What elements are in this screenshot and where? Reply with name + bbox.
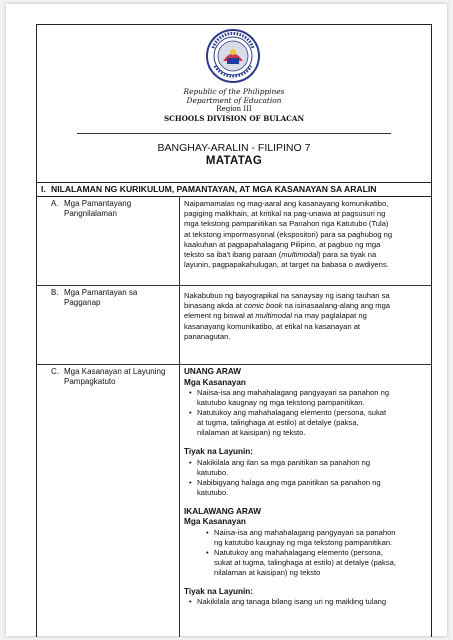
- content-line: binasang akda at comic book na isinasaalang-alang ang mga: [184, 301, 391, 311]
- document-frame: [36, 24, 432, 637]
- section-header: [37, 182, 431, 197]
- row-label-cell: [37, 196, 180, 285]
- region-line: Region III: [216, 105, 252, 113]
- section-number: I.: [41, 184, 46, 194]
- row-label-cell: [37, 364, 180, 637]
- header-divider: [77, 133, 391, 134]
- content-line: pagiging malikhain, at kritikal na pag-unawa at pagsusuri ng: [184, 209, 386, 219]
- document-page: [6, 4, 447, 636]
- list-item: • Naiisa-isa ang mahahalagang pangyayari sa panahon ng katutubo kaugnay ng mga tekstong pampanitikan.: [206, 527, 396, 547]
- row-content: [184, 367, 427, 607]
- content-line: kasanayang komunikatibo, at etikal na kasanayan at: [184, 321, 361, 331]
- list-item: • Nakikilala ang tanaga bilang isang uri ng maikling tulang: [189, 597, 387, 606]
- row-letter: C.: [51, 367, 59, 376]
- layunin-heading: Tiyak na Layunin:: [184, 586, 254, 596]
- row-label-cell: [37, 285, 180, 364]
- kasanayan-heading: Mga Kasanayan: [184, 517, 246, 526]
- list-item: • Natutukoy ang mahahalagang elemento (persona, sukat at tugma, talinghaga at estilo) at detalye (paksa, nilalaman at kaisipan) ng teksto: [206, 547, 396, 577]
- department-line: Department of Education: [186, 96, 282, 105]
- row-label: Mga Pamantayang Pangnilalaman: [64, 199, 132, 218]
- letterhead: [37, 87, 431, 124]
- kasanayan-heading: Mga Kasanayan: [184, 377, 246, 387]
- content-line: Naipamamalas ng mag-aaral ang kasanayang komunikatibo,: [184, 199, 389, 208]
- content-line: kaakuhan at pagpapahalagang Pilipino, at pagbuo ng mga: [184, 239, 381, 249]
- list-item: • Naiisa-isa ang mahahalagang pangyayari sa panahon ng katutubo kaugnay ng mga tekstong pampanitikan.: [189, 388, 390, 407]
- section-title: NILALAMAN NG KURIKULUM, PAMANTAYAN, AT MGA KASANAYAN SA ARALIN: [51, 184, 377, 194]
- row-content: [184, 291, 427, 342]
- content-line: element ng biswal at multimodal na may paglalapat ng: [184, 311, 367, 321]
- content-line: teksto sa iba't ibang paraan (multimodal) para sa tiyak na: [184, 250, 377, 260]
- content-line: layunin, pagpapakahulugan, at target na babasa o awdiyens.: [184, 260, 389, 270]
- row-label: Mga Pamantayan sa Pagganap: [64, 288, 138, 307]
- content-line: mga tekstong pampanitikan sa Panahon nga Katutubo (Tula): [184, 219, 389, 229]
- division-line: SCHOOLS DIVISION OF BULACAN: [163, 114, 305, 123]
- day-heading: UNANG ARAW: [184, 367, 242, 376]
- content-line: pananagutan.: [184, 331, 231, 341]
- list-item: • Natutukoy ang mahahalagang elemento (persona, sukat at tugma, talinghaga at estilo) at detalye (paksa, nilalaman at kaisipan) ng teksto.: [189, 408, 387, 437]
- day-heading: IKALAWANG ARAW: [184, 506, 262, 516]
- table-row-c: [37, 364, 431, 637]
- deped-seal-logo: [205, 28, 261, 84]
- content-line: Nakabubuo ng bayograpikal na sanaysay ng isang tauhan sa: [184, 291, 390, 300]
- republic-line: Republic of the Philippines: [183, 87, 285, 96]
- table-row-b: [37, 285, 431, 365]
- document-title: BANGHAY-ARALIN - FILIPINO 7: [157, 142, 311, 154]
- list-item: • Nabibigyang halaga ang mga panitikan sa panahon ng katutubo.: [189, 477, 381, 497]
- row-content: [184, 199, 427, 270]
- content-line: at tekstong impormasyonal (ekspositori) para sa paghubog ng: [184, 229, 393, 239]
- row-letter: A.: [51, 199, 59, 208]
- table-row-a: [37, 196, 431, 286]
- list-item: • Nakikilala ang ilan sa mga panitikan sa panahon ng katutubo.: [189, 457, 371, 477]
- document-subtitle: MATATAG: [205, 155, 263, 167]
- row-letter: B.: [51, 288, 59, 297]
- layunin-heading: Tiyak na Layunin:: [184, 447, 254, 456]
- row-label: Mga Kasanayan at Layuning Pampagkatuto: [64, 367, 166, 386]
